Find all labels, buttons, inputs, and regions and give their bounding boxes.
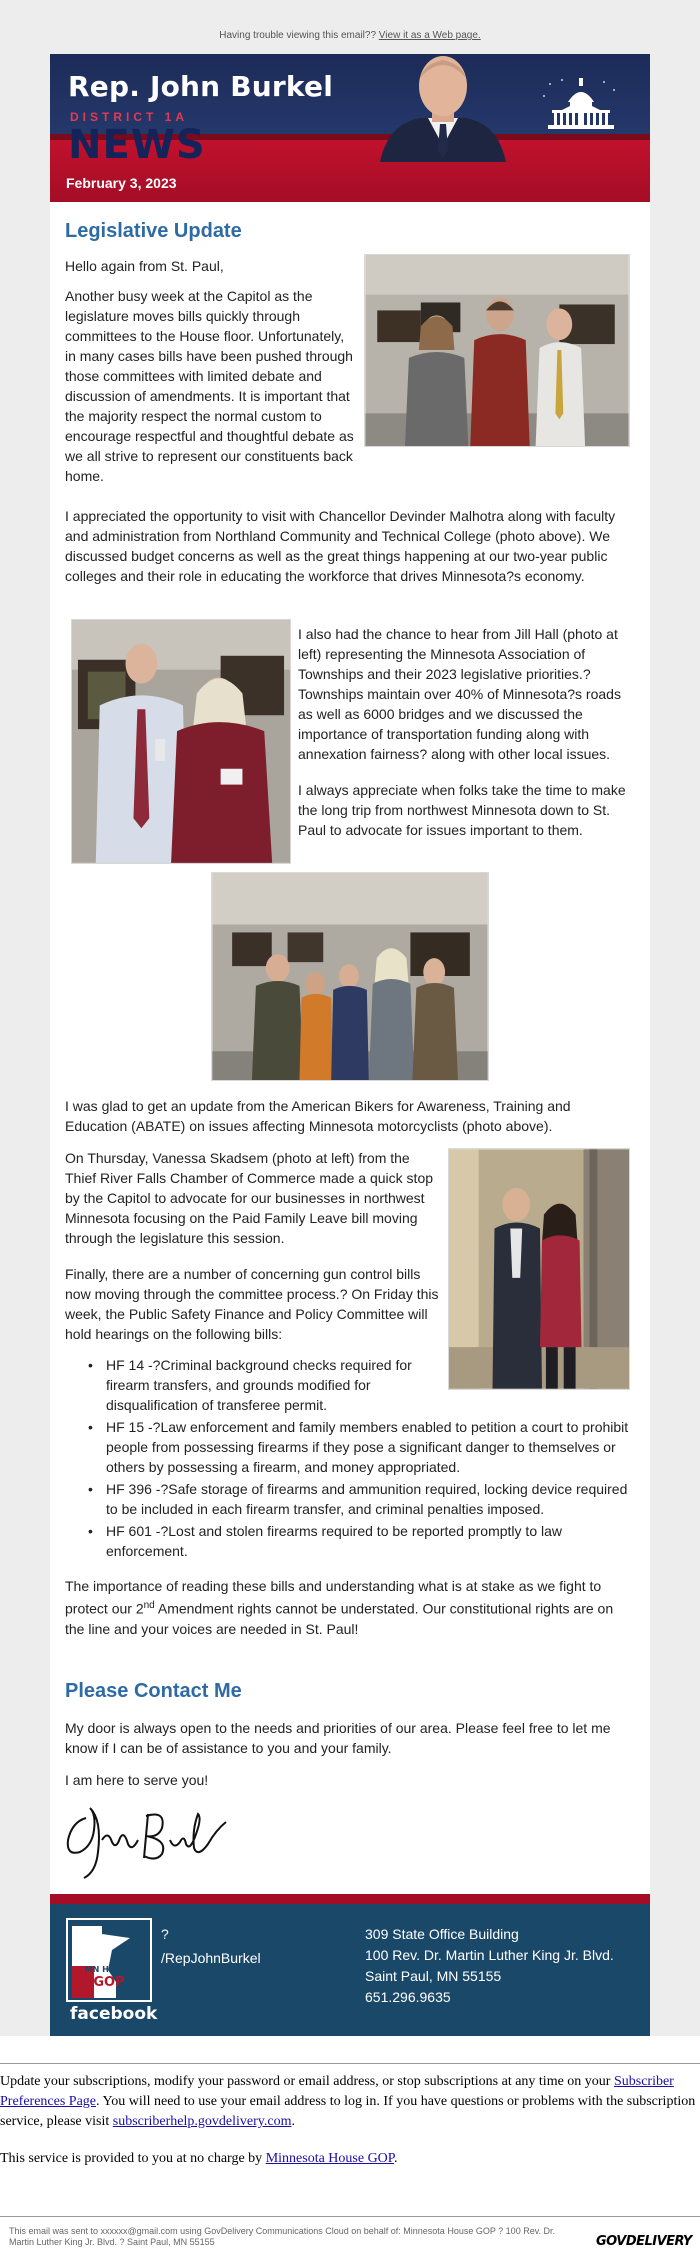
logo-text-line1: MN HOUSE — [84, 1965, 134, 1974]
header-banner — [50, 54, 650, 202]
bill-item: • HF 601 -?Lost and stolen firearms required to be reported promptly to law enforcement. — [82, 1521, 642, 1561]
preheader — [0, 30, 700, 41]
legislative-update-heading: Legislative Update — [65, 220, 242, 242]
header-title: Rep. John Burkel — [68, 70, 333, 103]
bill-item: • HF 14 -?Criminal background checks required for firearm transfers, and grounds modified for disqualification of transferee permit. — [82, 1355, 442, 1415]
paragraph-second-amendment: The importance of reading these bills and understanding what is at stake as we fight to protect our 2nd Amendment rights cannot be understated. Our constitutional rights are on the line and your voices are needed in St. Paul! — [65, 1578, 614, 1637]
paragraph-skadsem: On Thursday, Vanessa Skadsem (photo at left) from the Thief River Falls Chamber of Commerce made a quick stop by the Capitol to advocate for our businesses in northwest Minnesota focusing on the Paid Family Leave bill moving through the legislature this session. — [65, 1150, 434, 1246]
greeting-text: Hello again from St. Paul, — [65, 258, 224, 274]
subscription-text: Update your subscriptions, modify your password or email address, or stop subscriptions at any time on your Subscriber Preferences Page. You will need to use your email address to log in. If you have questions or problems with the subscription service, please visit subscriberhelp.govdelivery.com. — [0, 2074, 696, 2129]
photo-vanessa-skadsem — [448, 1148, 630, 1390]
serve-text: I am here to serve you! — [65, 1772, 209, 1788]
contact-heading: Please Contact Me — [65, 1680, 242, 1702]
paragraph-abate: I was glad to get an update from the American Bikers for Awareness, Training and Education (ABATE) on issues affecting Minnesota motorcyclists (photo above). — [65, 1098, 571, 1134]
preheader-text: Having trouble viewing this email?? — [219, 30, 379, 41]
subscriber-help-link[interactable]: subscriberhelp.govdelivery.com — [112, 2114, 292, 2129]
footer-question-mark: ? — [161, 1926, 169, 1942]
web-page-link[interactable]: View it as a Web page. — [378, 30, 481, 41]
divider — [0, 2216, 700, 2217]
facebook-handle-link[interactable]: /RepJohnBurkel — [161, 1950, 261, 1966]
newsletter-date: February 3, 2023 — [66, 175, 177, 191]
govdelivery-logo[interactable]: GOVDELIVERY — [596, 2234, 692, 2249]
capitol-icon — [540, 76, 622, 136]
signature-image — [62, 1800, 232, 1880]
address-line-1: 309 State Office Building — [365, 1926, 519, 1942]
address-line-3: Saint Paul, MN 55155 — [365, 1968, 502, 1984]
fine-print: This email was sent to xxxxxx@gmail.com using GovDelivery Communications Cloud on behalf of: Minnesota House GOP ? 100 Rev. Dr. Martin Luther King Jr. Blvd. ? Saint Paul, MN 55155 — [9, 2226, 556, 2247]
facebook-label[interactable]: facebook — [70, 2004, 158, 2024]
subscriber-preferences-link[interactable]: Subscriber Preferences Page — [0, 2074, 674, 2109]
contact-paragraph: My door is always open to the needs and priorities of our area. Please feel free to let me know if I can be of assistance to you and your family. — [65, 1720, 611, 1756]
footer-red-bar — [50, 1894, 650, 1904]
paragraph-gun-bills: Finally, there are a number of concerning gun control bills now moving through the committee process.? On Friday this week, the Public Safety Finance and Policy Committee will hold hearings on the following bills: — [65, 1266, 439, 1342]
minnesota-house-gop-link[interactable]: Minnesota House GOP — [265, 2151, 395, 2166]
paragraph-long-trip: I always appreciate when folks take the time to make the long trip from northwest Minnesota down to St. Paul to advocate for issues important to them. — [298, 782, 626, 838]
minnesota-map-icon — [68, 1920, 150, 2000]
signature-text: John Burkel — [62, 1800, 68, 1801]
header-news: NEWS — [68, 122, 206, 168]
divider — [0, 2063, 700, 2064]
service-text: This service is provided to you at no charge by Minnesota House GOP. — [0, 2151, 398, 2166]
bill-item: • HF 396 -?Safe storage of firearms and ammunition required, locking device required to be included in each firearm transfer, and criminal penalties imposed. — [82, 1479, 642, 1519]
header-district: DISTRICT 1A — [70, 110, 189, 124]
bill-list — [82, 1355, 642, 1563]
photo-abate-group — [211, 872, 489, 1081]
paragraph-townships: I also had the chance to hear from Jill Hall (photo at left) representing the Minnesota Association of Townships and their 2023 legislative priorities.? Townships maintain over 40% of Minnesota?s roads as well as 6000 bridges and we discussed the importance of transportation funding along with annexation fairness? along with other local issues. — [298, 626, 621, 762]
representative-portrait — [380, 54, 506, 162]
logo-text-line2: GOP — [93, 1975, 125, 1990]
paragraph-busy-week: Another busy week at the Capitol as the legislature moves bills quickly through committees to the House floor. Unfortunately, in many cases bills have been pushed through those committees with limited debate and discussion of amendments. It is important that the majority respect the normal custom to encourage respectful and thoughtful debate as we all strive to represent our constituents back home. — [65, 288, 354, 484]
footer-panel — [50, 1904, 650, 2036]
bill-item: • HF 15 -?Law enforcement and family members enabled to petition a court to prohibit people from possessing firearms if they pose a significant danger to themselves or others by possessing a firearm, and money appropriated. — [82, 1417, 642, 1477]
address-line-2: 100 Rev. Dr. Martin Luther King Jr. Blvd. — [365, 1947, 614, 1963]
mn-house-gop-logo[interactable] — [66, 1918, 152, 2002]
photo-jill-hall — [71, 619, 291, 864]
phone-number: 651.296.9635 — [365, 1989, 451, 2005]
paragraph-chancellor: I appreciated the opportunity to visit with Chancellor Devinder Malhotra along with faculty and administration from Northland Community and Technical College (photo above). We discussed budget concerns as well as the great things happening at our two-year public colleges and their role in educating the workforce that drives Minnesota?s economy. — [65, 508, 616, 584]
